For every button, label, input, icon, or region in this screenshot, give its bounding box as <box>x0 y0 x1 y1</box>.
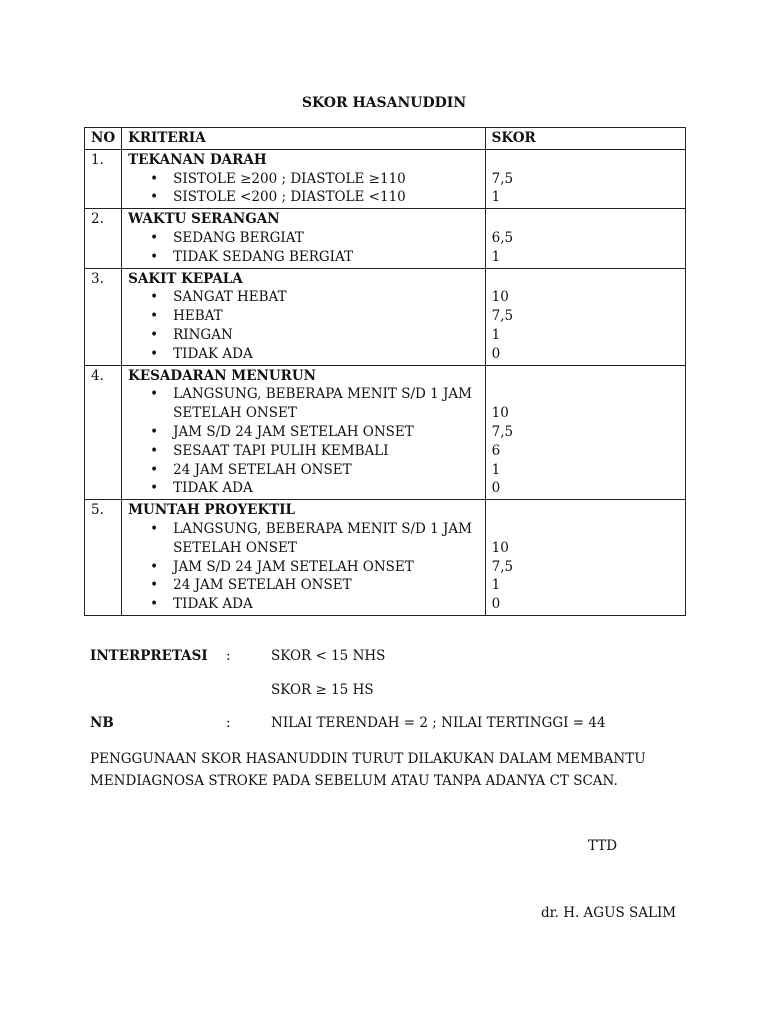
header-kriteria: KRITERIA <box>122 128 486 150</box>
option-label: JAM S/D 24 JAM SETELAH ONSET <box>173 423 414 440</box>
score-value: 7,5 <box>491 558 514 575</box>
score-value: 1 <box>491 189 501 206</box>
criterion-title: KESADARAN MENURUN <box>128 367 316 384</box>
table-row <box>85 209 686 268</box>
bullet-icon: • <box>150 248 159 265</box>
row-number: 3. <box>85 268 122 365</box>
bullet-icon: • <box>150 326 159 343</box>
score-cell <box>485 500 685 616</box>
criterion-option <box>128 170 479 189</box>
score-value: 7,5 <box>491 308 514 325</box>
option-label: 24 JAM SETELAH ONSET <box>173 461 352 478</box>
option-label: TIDAK ADA <box>173 596 253 613</box>
score-cell <box>485 268 685 365</box>
score-value: 6,5 <box>491 229 514 246</box>
option-label: RINGAN <box>173 326 233 343</box>
score-cell <box>485 149 685 208</box>
option-label: JAM S/D 24 JAM SETELAH ONSET <box>173 558 414 575</box>
score-value: 0 <box>491 345 501 362</box>
criterion-option <box>128 520 479 558</box>
row-number: 4. <box>85 365 122 500</box>
criterion-option <box>128 307 479 326</box>
row-number: 1. <box>85 149 122 208</box>
option-label: SANGAT HEBAT <box>173 289 287 306</box>
interpretation-label: INTERPRETASI <box>90 648 208 664</box>
score-value: 1 <box>491 326 501 343</box>
criterion-cell <box>122 365 486 500</box>
option-label: SEDANG BERGIAT <box>173 229 304 246</box>
criterion-option <box>128 461 479 480</box>
criterion-option <box>128 385 479 423</box>
bullet-icon: • <box>150 520 159 537</box>
criterion-option <box>128 248 479 267</box>
header-skor: SKOR <box>485 128 685 150</box>
nb-colon: : <box>226 715 231 731</box>
option-label: SISTOLE ≥200 ; DIASTOLE ≥110 <box>173 170 406 187</box>
option-label: SESAAT TAPI PULIH KEMBALI <box>173 442 389 459</box>
score-value: 1 <box>491 461 501 478</box>
option-label: TIDAK ADA <box>173 345 253 362</box>
criterion-title: MUNTAH PROYEKTIL <box>128 502 296 519</box>
option-label: HEBAT <box>173 308 223 325</box>
interpretation-hs: SKOR ≥ 15 HS <box>271 682 374 698</box>
table-row <box>85 268 686 365</box>
criterion-option <box>128 558 479 577</box>
nb-text: NILAI TERENDAH = 2 ; NILAI TERTINGGI = 44 <box>271 715 606 731</box>
signature-ttd: TTD <box>588 838 618 854</box>
criterion-option <box>128 345 479 364</box>
bullet-icon: • <box>150 308 159 325</box>
score-value: 6 <box>491 442 501 459</box>
criterion-cell <box>122 209 486 268</box>
criterion-option <box>128 188 479 207</box>
option-label: SISTOLE <200 ; DIASTOLE <110 <box>173 189 406 206</box>
bullet-icon: • <box>150 386 159 403</box>
criterion-title: TEKANAN DARAH <box>128 151 267 168</box>
criterion-option <box>128 288 479 307</box>
criterion-cell <box>122 149 486 208</box>
page-title: SKOR HASANUDDIN <box>301 95 467 111</box>
option-label: LANGSUNG, BEBERAPA MENIT S/D 1 JAM SETELAH ONSET <box>173 520 472 556</box>
bullet-icon: • <box>150 170 159 187</box>
criterion-title: WAKTU SERANGAN <box>128 211 280 228</box>
option-label: LANGSUNG, BEBERAPA MENIT S/D 1 JAM SETELAH ONSET <box>173 386 472 422</box>
criterion-cell <box>122 500 486 616</box>
interpretation-nhs: SKOR < 15 NHS <box>271 648 386 664</box>
criterion-option <box>128 442 479 461</box>
score-value: 7,5 <box>491 423 514 440</box>
option-label: TIDAK SEDANG BERGIAT <box>173 248 354 265</box>
criterion-title: SAKIT KEPALA <box>128 270 243 287</box>
row-number: 5. <box>85 500 122 616</box>
signer-name: dr. H. AGUS SALIM <box>541 905 677 921</box>
table-row <box>85 365 686 500</box>
header-no: NO <box>85 128 122 150</box>
score-value: 1 <box>491 577 501 594</box>
criterion-option <box>128 229 479 248</box>
bullet-icon: • <box>150 480 159 497</box>
score-value: 10 <box>491 289 509 306</box>
score-value: 1 <box>491 248 501 265</box>
usage-note: PENGGUNAAN SKOR HASANUDDIN TURUT DILAKUKAN DALAM MEMBANTU MENDIAGNOSA STROKE PADA SEBELUM ATAU TANPA ADANYA CT SCAN. <box>90 751 646 789</box>
option-label: TIDAK ADA <box>173 480 253 497</box>
score-value: 0 <box>491 596 501 613</box>
table-header-row <box>85 128 686 150</box>
score-value: 7,5 <box>491 170 514 187</box>
criterion-option <box>128 576 479 595</box>
bullet-icon: • <box>150 423 159 440</box>
score-value: 10 <box>491 405 509 422</box>
criterion-option <box>128 479 479 498</box>
score-value: 0 <box>491 480 501 497</box>
criterion-option <box>128 326 479 345</box>
table-row <box>85 149 686 208</box>
row-number: 2. <box>85 209 122 268</box>
score-value: 10 <box>491 539 509 556</box>
bullet-icon: • <box>150 596 159 613</box>
criterion-option <box>128 595 479 614</box>
bullet-icon: • <box>150 558 159 575</box>
table-body <box>85 149 686 615</box>
criterion-option <box>128 423 479 442</box>
bullet-icon: • <box>150 345 159 362</box>
bullet-icon: • <box>150 289 159 306</box>
bullet-icon: • <box>150 229 159 246</box>
bullet-icon: • <box>150 189 159 206</box>
score-table <box>84 127 686 616</box>
score-cell <box>485 209 685 268</box>
bullet-icon: • <box>150 461 159 478</box>
score-cell <box>485 365 685 500</box>
bullet-icon: • <box>150 442 159 459</box>
nb-label: NB <box>90 715 114 731</box>
bullet-icon: • <box>150 577 159 594</box>
table-row <box>85 500 686 616</box>
option-label: 24 JAM SETELAH ONSET <box>173 577 352 594</box>
criterion-cell <box>122 268 486 365</box>
interpretation-colon: : <box>226 648 231 664</box>
